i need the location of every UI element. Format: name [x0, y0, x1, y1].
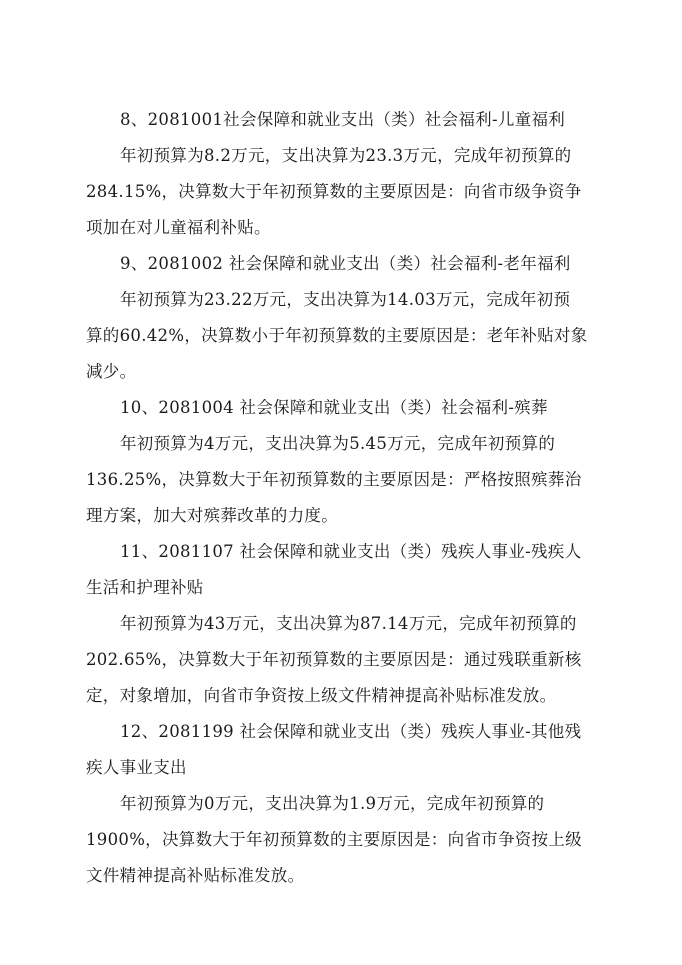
section-heading-continued: 疾人事业支出	[86, 758, 187, 777]
section-9	[86, 246, 606, 390]
section-12	[86, 714, 606, 894]
paragraph-line: 136.25%，决算数大于年初预算数的主要原因是：严格按照殡葬治	[86, 470, 582, 489]
section-heading-continued: 生活和护理补贴	[86, 578, 204, 597]
paragraph-line: 年初预算为8.2万元，支出决算为23.3万元，完成年初预算的	[120, 146, 572, 165]
section-heading: 12、2081199 社会保障和就业支出（类）残疾人事业-其他残	[120, 722, 582, 741]
section-heading: 8、2081001社会保障和就业支出（类）社会福利-儿童福利	[120, 110, 566, 129]
paragraph-line: 项加在对儿童福利补贴。	[86, 218, 271, 237]
section-heading: 9、2081002 社会保障和就业支出（类）社会福利-老年福利	[120, 254, 571, 273]
section-heading: 11、2081107 社会保障和就业支出（类）残疾人事业-残疾人	[120, 542, 582, 561]
section-heading: 10、2081004 社会保障和就业支出（类）社会福利-殡葬	[120, 398, 548, 417]
paragraph-line: 1900%，决算数大于年初预算数的主要原因是：向省市争资按上级	[86, 830, 582, 849]
section-11	[86, 534, 606, 714]
paragraph-line: 文件精神提高补贴标准发放。	[86, 866, 305, 885]
paragraph-line: 年初预算为0万元，支出决算为1.9万元，完成年初预算的	[120, 794, 545, 813]
paragraph-line: 理方案，加大对殡葬改革的力度。	[86, 506, 338, 525]
paragraph-line: 202.65%，决算数大于年初预算数的主要原因是：通过残联重新核	[86, 650, 582, 669]
section-10	[86, 390, 606, 534]
paragraph-line: 年初预算为23.22万元，支出决算为14.03万元，完成年初预	[120, 290, 571, 309]
paragraph-line: 年初预算为43万元，支出决算为87.14万元，完成年初预算的	[120, 614, 577, 633]
paragraph-line: 减少。	[86, 362, 137, 381]
paragraph-line: 年初预算为4万元，支出决算为5.45万元，完成年初预算的	[120, 434, 556, 453]
paragraph-line: 算的60.42%，决算数小于年初预算数的主要原因是：老年补贴对象	[86, 326, 588, 345]
document-body	[86, 102, 606, 894]
paragraph-line: 定，对象增加，向省市争资按上级文件精神提高补贴标准发放。	[86, 686, 557, 705]
paragraph-line: 284.15%，决算数大于年初预算数的主要原因是：向省市级争资争	[86, 182, 582, 201]
section-8	[86, 102, 606, 246]
